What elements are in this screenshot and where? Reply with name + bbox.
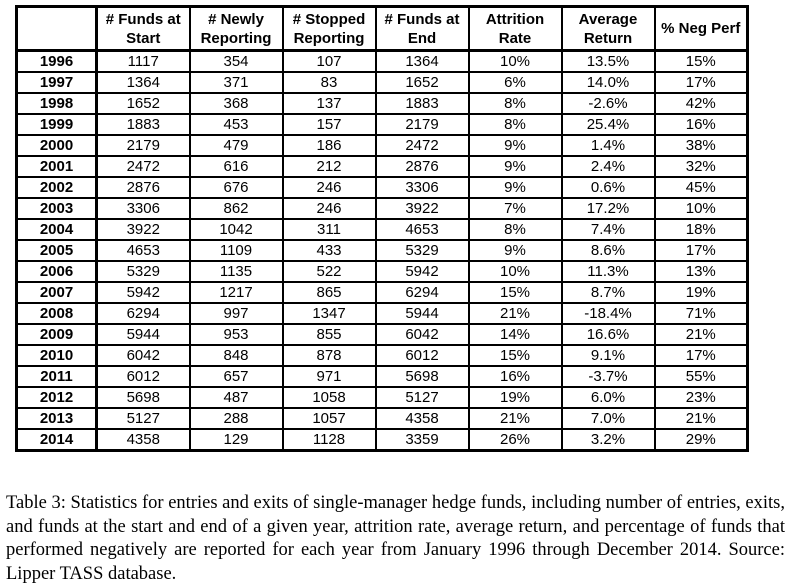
data-cell: 6042 xyxy=(376,324,469,345)
data-cell: 2179 xyxy=(97,135,190,156)
data-cell: 11.3% xyxy=(562,261,655,282)
data-cell: 25.4% xyxy=(562,114,655,135)
data-cell: 487 xyxy=(190,387,283,408)
data-cell: 38% xyxy=(655,135,748,156)
data-cell: 7.4% xyxy=(562,219,655,240)
row-header-year: 1997 xyxy=(17,72,97,93)
data-cell: 5942 xyxy=(376,261,469,282)
data-cell: 7.0% xyxy=(562,408,655,429)
row-header-year: 2008 xyxy=(17,303,97,324)
data-cell: 354 xyxy=(190,51,283,73)
data-cell: 1217 xyxy=(190,282,283,303)
data-cell: 862 xyxy=(190,198,283,219)
data-cell: 10% xyxy=(655,198,748,219)
data-cell: 1364 xyxy=(376,51,469,73)
column-header-line: Start xyxy=(126,29,161,47)
data-cell: 19% xyxy=(469,387,562,408)
data-cell: 953 xyxy=(190,324,283,345)
header-row xyxy=(17,7,748,51)
data-cell: 311 xyxy=(283,219,376,240)
data-cell: 2876 xyxy=(376,156,469,177)
data-cell: 55% xyxy=(655,366,748,387)
data-cell: 1364 xyxy=(97,72,190,93)
data-cell: 371 xyxy=(190,72,283,93)
data-cell: 368 xyxy=(190,93,283,114)
data-cell: 29% xyxy=(655,429,748,451)
data-cell: 3922 xyxy=(376,198,469,219)
table-row xyxy=(17,324,748,345)
data-cell: 17.2% xyxy=(562,198,655,219)
data-cell: 1.4% xyxy=(562,135,655,156)
table-container xyxy=(15,5,749,452)
data-cell: 6012 xyxy=(376,345,469,366)
data-cell: 2876 xyxy=(97,177,190,198)
row-header-year: 2009 xyxy=(17,324,97,345)
data-cell: 878 xyxy=(283,345,376,366)
data-cell: 6294 xyxy=(97,303,190,324)
data-cell: 5329 xyxy=(376,240,469,261)
column-header xyxy=(283,7,376,51)
row-header-year: 2003 xyxy=(17,198,97,219)
data-cell: 1057 xyxy=(283,408,376,429)
table-row xyxy=(17,93,748,114)
table-row xyxy=(17,429,748,451)
data-cell: 1042 xyxy=(190,219,283,240)
table-row xyxy=(17,51,748,73)
data-cell: 246 xyxy=(283,177,376,198)
data-cell: 4358 xyxy=(97,429,190,451)
data-cell: 186 xyxy=(283,135,376,156)
table-row xyxy=(17,114,748,135)
data-cell: 6012 xyxy=(97,366,190,387)
row-header-year: 2011 xyxy=(17,366,97,387)
data-cell: 8.6% xyxy=(562,240,655,261)
data-cell: 1128 xyxy=(283,429,376,451)
data-cell: 2179 xyxy=(376,114,469,135)
row-header-year: 2010 xyxy=(17,345,97,366)
data-cell: 0.6% xyxy=(562,177,655,198)
data-cell: 18% xyxy=(655,219,748,240)
data-cell: 9% xyxy=(469,177,562,198)
data-cell: 17% xyxy=(655,240,748,261)
data-cell: 7% xyxy=(469,198,562,219)
data-cell: 15% xyxy=(469,345,562,366)
data-cell: 21% xyxy=(655,324,748,345)
table-row xyxy=(17,156,748,177)
column-header-line: Average xyxy=(578,10,638,28)
column-header-line: Reporting xyxy=(200,29,272,47)
data-cell: 6042 xyxy=(97,345,190,366)
data-cell: 8% xyxy=(469,93,562,114)
data-cell: 1347 xyxy=(283,303,376,324)
fund-stats-table xyxy=(15,5,749,452)
column-header xyxy=(562,7,655,51)
data-cell: 21% xyxy=(469,303,562,324)
data-cell: 5698 xyxy=(97,387,190,408)
data-cell: 9% xyxy=(469,156,562,177)
table-row xyxy=(17,282,748,303)
data-cell: 865 xyxy=(283,282,376,303)
data-cell: 83 xyxy=(283,72,376,93)
data-cell: 16.6% xyxy=(562,324,655,345)
table-row xyxy=(17,198,748,219)
data-cell: 4653 xyxy=(97,240,190,261)
data-cell: 17% xyxy=(655,345,748,366)
data-cell: 16% xyxy=(655,114,748,135)
data-cell: 5944 xyxy=(97,324,190,345)
data-cell: 1058 xyxy=(283,387,376,408)
data-cell: 129 xyxy=(190,429,283,451)
table-row xyxy=(17,408,748,429)
row-header-year: 1999 xyxy=(17,114,97,135)
data-cell: 971 xyxy=(283,366,376,387)
data-cell: 15% xyxy=(655,51,748,73)
data-cell: 137 xyxy=(283,93,376,114)
data-cell: 5942 xyxy=(97,282,190,303)
data-cell: 5698 xyxy=(376,366,469,387)
data-cell: 9% xyxy=(469,240,562,261)
column-header-line: Return xyxy=(583,29,633,47)
column-header xyxy=(190,7,283,51)
data-cell: 19% xyxy=(655,282,748,303)
table-row xyxy=(17,366,748,387)
data-cell: 6% xyxy=(469,72,562,93)
column-header-line: % Neg Perf xyxy=(661,20,741,37)
data-cell: 1109 xyxy=(190,240,283,261)
table-row xyxy=(17,177,748,198)
column-header-line: Rate xyxy=(498,29,532,47)
table-row xyxy=(17,240,748,261)
data-cell: 2472 xyxy=(376,135,469,156)
data-cell: 9% xyxy=(469,135,562,156)
column-header-line: Attrition xyxy=(485,10,545,28)
table-row xyxy=(17,387,748,408)
data-cell: 10% xyxy=(469,51,562,73)
data-cell: 32% xyxy=(655,156,748,177)
row-header-year: 2014 xyxy=(17,429,97,451)
data-cell: 6.0% xyxy=(562,387,655,408)
column-header xyxy=(97,7,190,51)
data-cell: 13.5% xyxy=(562,51,655,73)
row-header-year: 1996 xyxy=(17,51,97,73)
data-cell: 13% xyxy=(655,261,748,282)
table-body xyxy=(17,51,748,451)
data-cell: 1135 xyxy=(190,261,283,282)
row-header-year: 2006 xyxy=(17,261,97,282)
data-cell: 288 xyxy=(190,408,283,429)
data-cell: 479 xyxy=(190,135,283,156)
data-cell: -18.4% xyxy=(562,303,655,324)
table-row xyxy=(17,345,748,366)
data-cell: 855 xyxy=(283,324,376,345)
data-cell: 3306 xyxy=(97,198,190,219)
data-cell: 17% xyxy=(655,72,748,93)
data-cell: 246 xyxy=(283,198,376,219)
data-cell: 522 xyxy=(283,261,376,282)
row-header-year: 2007 xyxy=(17,282,97,303)
column-header-line: # Newly xyxy=(208,10,264,28)
table-row xyxy=(17,72,748,93)
row-header-year: 2004 xyxy=(17,219,97,240)
data-cell: 616 xyxy=(190,156,283,177)
data-cell: -2.6% xyxy=(562,93,655,114)
row-header-year: 1998 xyxy=(17,93,97,114)
data-cell: 9.1% xyxy=(562,345,655,366)
table-row xyxy=(17,303,748,324)
data-cell: 71% xyxy=(655,303,748,324)
data-cell: 8% xyxy=(469,219,562,240)
data-cell: 6294 xyxy=(376,282,469,303)
row-header-year: 2002 xyxy=(17,177,97,198)
data-cell: -3.7% xyxy=(562,366,655,387)
data-cell: 3306 xyxy=(376,177,469,198)
data-cell: 16% xyxy=(469,366,562,387)
data-cell: 21% xyxy=(469,408,562,429)
data-cell: 107 xyxy=(283,51,376,73)
data-cell: 2.4% xyxy=(562,156,655,177)
data-cell: 15% xyxy=(469,282,562,303)
table-row xyxy=(17,219,748,240)
data-cell: 1652 xyxy=(376,72,469,93)
table-row xyxy=(17,135,748,156)
data-cell: 2472 xyxy=(97,156,190,177)
data-cell: 14.0% xyxy=(562,72,655,93)
row-header-year: 2001 xyxy=(17,156,97,177)
data-cell: 10% xyxy=(469,261,562,282)
data-cell: 23% xyxy=(655,387,748,408)
column-header xyxy=(655,7,748,51)
data-cell: 1883 xyxy=(376,93,469,114)
data-cell: 997 xyxy=(190,303,283,324)
column-header-line: # Funds at xyxy=(105,10,181,28)
data-cell: 45% xyxy=(655,177,748,198)
data-cell: 8% xyxy=(469,114,562,135)
data-cell: 3359 xyxy=(376,429,469,451)
data-cell: 1883 xyxy=(97,114,190,135)
column-header-line: Reporting xyxy=(293,29,365,47)
column-header-line: End xyxy=(407,29,437,47)
data-cell: 14% xyxy=(469,324,562,345)
data-cell: 1117 xyxy=(97,51,190,73)
data-cell: 433 xyxy=(283,240,376,261)
column-header-line: # Stopped xyxy=(292,10,366,28)
data-cell: 5127 xyxy=(376,387,469,408)
data-cell: 3.2% xyxy=(562,429,655,451)
data-cell: 453 xyxy=(190,114,283,135)
data-cell: 26% xyxy=(469,429,562,451)
corner-cell xyxy=(17,7,97,51)
data-cell: 8.7% xyxy=(562,282,655,303)
data-cell: 676 xyxy=(190,177,283,198)
data-cell: 5329 xyxy=(97,261,190,282)
row-header-year: 2013 xyxy=(17,408,97,429)
row-header-year: 2005 xyxy=(17,240,97,261)
data-cell: 42% xyxy=(655,93,748,114)
data-cell: 3922 xyxy=(97,219,190,240)
data-cell: 5944 xyxy=(376,303,469,324)
data-cell: 4358 xyxy=(376,408,469,429)
data-cell: 848 xyxy=(190,345,283,366)
row-header-year: 2000 xyxy=(17,135,97,156)
data-cell: 1652 xyxy=(97,93,190,114)
data-cell: 21% xyxy=(655,408,748,429)
row-header-year: 2012 xyxy=(17,387,97,408)
column-header-line: # Funds at xyxy=(384,10,460,28)
column-header xyxy=(376,7,469,51)
data-cell: 4653 xyxy=(376,219,469,240)
data-cell: 157 xyxy=(283,114,376,135)
table-caption: Table 3: Statistics for entries and exits of single-manager hedge funds, including number of entries, exits, and funds at the start and end of a given year, attrition rate, average return, and percentage of funds that performed negatively are reported for each year from January 1996 through December 2014. Source: Lipper TASS database. xyxy=(6,493,785,585)
data-cell: 212 xyxy=(283,156,376,177)
data-cell: 5127 xyxy=(97,408,190,429)
table-row xyxy=(17,261,748,282)
data-cell: 657 xyxy=(190,366,283,387)
column-header xyxy=(469,7,562,51)
